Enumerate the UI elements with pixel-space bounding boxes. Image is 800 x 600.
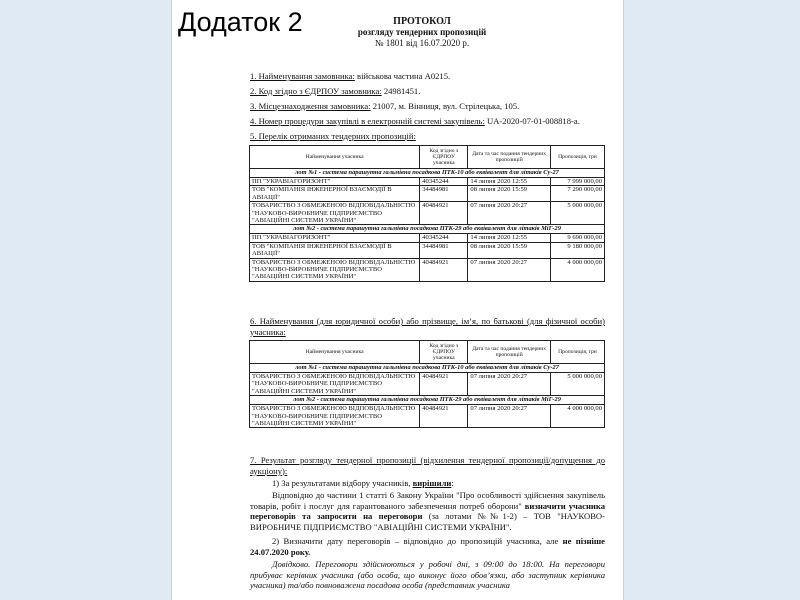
lot-row: лот №2 - система парашутна гальмівна посадкова ПТК-29 або еквівалент для літаків МіГ-29 bbox=[250, 396, 605, 405]
document-title: ПРОТОКОЛ bbox=[393, 16, 451, 27]
table-row: ТОВАРИСТВО З ОБМЕЖЕНОЮ ВІДПОВІДАЛЬНІСТЮ "НАУКОВО-ВИРОБНИЧЕ ПІДПРИЄМСТВО "АВІАЦІЙНІ СИСТЕМИ УКРАЇНИ" 40484921 07 липня 2020 20:27 5 000 000,00 bbox=[250, 202, 605, 225]
column-header: Пропозиція, грн bbox=[550, 146, 604, 169]
column-header: Найменування учасника bbox=[250, 341, 420, 364]
table-row: ТОВАРИСТВО З ОБМЕЖЕНОЮ ВІДПОВІДАЛЬНІСТЮ "НАУКОВО-ВИРОБНИЧЕ ПІДПРИЄМСТВО "АВІАЦІЙНІ СИСТЕМИ УКРАЇНИ" 40484921 07 липня 2020 20:27 5 000 000,00 bbox=[250, 373, 605, 396]
field-customer-name: 1. Найменування замовника: військова частина А0215. bbox=[250, 71, 451, 81]
lot-row: лот №1 - система парашутна гальмівна посадкова ПТК-10 або еквівалент для літаків Су-27 bbox=[250, 169, 605, 178]
lot-row: лот №1 - система парашутна гальмівна посадкова ПТК-10 або еквівалент для літаків Су-27 bbox=[250, 364, 605, 373]
table-row: ТОВАРИСТВО З ОБМЕЖЕНОЮ ВІДПОВІДАЛЬНІСТЮ "НАУКОВО-ВИРОБНИЧЕ ПІДПРИЄМСТВО "АВІАЦІЙНІ СИСТЕМИ УКРАЇНИ" 40484921 07 липня 2020 20:27 4 000 000,00 bbox=[250, 258, 605, 281]
column-header: Дата та час подання тендерних пропозицій bbox=[468, 341, 551, 364]
field-offers-list: 5. Перелік отриманих тендерних пропозицій: bbox=[250, 131, 416, 141]
table-header-row bbox=[250, 146, 605, 169]
paragraph-reference: Довідково. Переговори здійснюються у робочі дні, з 09:00 до 18:00. На переговори прибуває керівник учасника (або особа, що виконує його обов’язки, або заступник керівника учасника) та/або повноважена посадова особа (представник учасника bbox=[250, 559, 605, 591]
table-row: ПП "УКРАВІАГОРИЗОНТ" 40345244 14 липня 2020 12:55 7 999 000,00 bbox=[250, 178, 605, 186]
field-procedure-number: 4. Номер процедури закупівлі в електронній системі закупівель: UA-2020-07-01-008818-a. bbox=[250, 116, 580, 126]
lot-row: лот №2 - система парашутна гальмівна посадкова ПТК-29 або еквівалент для літаків МіГ-29 bbox=[250, 225, 605, 234]
section-7-heading: 7. Результат розгляду тендерної пропозиції (відхилення тендерної пропозиції/допущення до аукціону): bbox=[250, 455, 605, 476]
column-header: Код згідно з ЄДРПОУ учасника bbox=[420, 341, 468, 364]
paragraph-legal-basis: Відповідно до частини 1 статті 6 Закону України "Про особливості здійснення закупівель товарів, робіт і послуг для гарантованого забезпечення потреб оборони" визначити учасника переговорів та запросити на переговори (за лотами №№1-2) – ТОВ "НАУКОВО-ВИРОБНИЧЕ ПІДПРИЄМСТВО "АВІАЦІЙНІ СИСТЕМИ УКРАЇНИ". bbox=[250, 490, 605, 532]
column-header: Дата та час подання тендерних пропозицій bbox=[468, 146, 551, 169]
table-row: ТОВ "КОМПАНІЯ ІНЖЕНЕРНОЇ ВЗАЄМОДІЇ В АВІАЦІЇ" 34484981 08 липня 2020 15:59 9 180 000,00 bbox=[250, 242, 605, 258]
table-row: ТОВ "КОМПАНІЯ ІНЖЕНЕРНОЇ ВЗАЄМОДІЇ В АВІАЦІЇ" 34484981 08 липня 2020 15:59 7 290 000,00 bbox=[250, 186, 605, 202]
table-header-row bbox=[250, 341, 605, 364]
field-customer-location: 3. Місцезнаходження замовника: 21007, м. Вінниця, вул. Стрілецька, 105. bbox=[250, 101, 520, 111]
paragraph-decision: 1) За результатами відбору учасників, вирішили: bbox=[272, 478, 454, 488]
column-header: Код згідно з ЄДРПОУ учасника bbox=[420, 146, 468, 169]
offers-table bbox=[249, 145, 605, 282]
document-header bbox=[322, 16, 522, 49]
field-customer-code: 2. Код згідно з ЄДРПОУ замовника: 24981451. bbox=[250, 86, 421, 96]
section-6-heading: 6. Найменування (для юридичної особи) або прізвище, ім’я, по батькові (для фізичної особи) учасника: bbox=[250, 316, 605, 337]
appendix-label: Додаток 2 bbox=[178, 7, 303, 37]
document-number: № 1801 від 16.07.2020 р. bbox=[374, 38, 470, 48]
document-subtitle: розгляду тендерних пропозицій bbox=[357, 27, 487, 37]
table-row: ТОВАРИСТВО З ОБМЕЖЕНОЮ ВІДПОВІДАЛЬНІСТЮ "НАУКОВО-ВИРОБНИЧЕ ПІДПРИЄМСТВО "АВІАЦІЙНІ СИСТЕМИ УКРАЇНИ" 40484921 07 липня 2020 20:27 4 000 000,00 bbox=[250, 405, 605, 428]
paragraph-negotiation-date: 2) Визначити дату переговорів – відповідно до пропозицій учасника, але не пізніше 24.07.2020 року. bbox=[250, 536, 605, 557]
column-header: Пропозиція, грн bbox=[550, 341, 604, 364]
column-header: Найменування учасника bbox=[250, 146, 420, 169]
table-row: ПП "УКРАВІАГОРИЗОНТ" 40345244 14 липня 2020 12:55 9 690 000,00 bbox=[250, 234, 605, 242]
participant-table bbox=[249, 340, 605, 428]
document-page bbox=[172, 0, 623, 600]
